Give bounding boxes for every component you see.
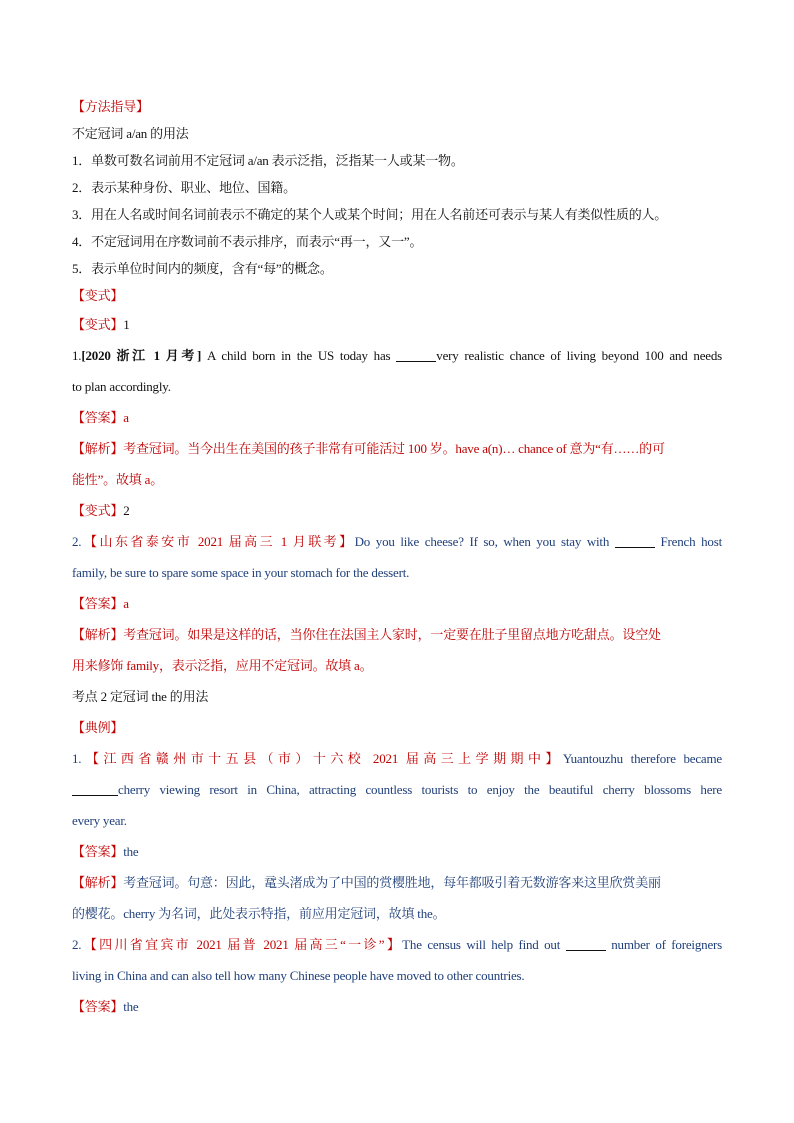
variant-2-label xyxy=(72,495,722,526)
question-text: Yuantouzhu therefore became xyxy=(562,751,722,766)
variant-2-explanation-line2: 用来修饰 family，表示泛指，应用不定冠词。故填 a。 xyxy=(72,658,373,673)
keypoint-2-title: 考点 2 定冠词 the 的用法 xyxy=(72,689,209,704)
variant-number: 2 xyxy=(123,503,130,518)
method-point-5: 5．表示单位时间内的频度，含有“每”的概念。 xyxy=(72,261,333,276)
question-text: very realistic chance of living beyond 100 and needs xyxy=(436,348,722,363)
example-2-question xyxy=(72,929,722,960)
explanation-text: 考查冠词。如果是这样的话，当你住在法国主人家时，一定要在肚子里留点地方吃甜点。设空处 xyxy=(123,627,661,642)
variant-1-label xyxy=(72,309,722,340)
variant-2-explanation xyxy=(72,619,722,650)
example-1-question xyxy=(72,743,722,774)
answer-value: the xyxy=(123,844,139,859)
variant-2-question xyxy=(72,526,722,557)
question-number: 2. xyxy=(72,534,82,549)
question-text: A child born in the US today has xyxy=(201,348,397,363)
variant-1-question xyxy=(72,340,722,371)
variant-label: 【变式】 xyxy=(72,503,124,518)
question-text: The census will help find out xyxy=(402,937,566,952)
answer-blank xyxy=(566,938,606,951)
answer-blank xyxy=(396,349,436,362)
variant-number: 1 xyxy=(123,317,130,332)
answer-label: 【答案】 xyxy=(72,844,124,859)
answer-value: a xyxy=(123,596,129,611)
question-source: 【四川省宜宾市 2021 届普 2021 届高三“一诊”】 xyxy=(81,937,403,952)
answer-blank xyxy=(72,783,118,796)
variant-label: 【变式】 xyxy=(72,317,124,332)
question-text: French host xyxy=(654,534,722,549)
question-source: 【江西省赣州市十五县（市）十六校 2021 届高三上学期期中】 xyxy=(81,751,563,766)
question-text: cherry viewing resort in China, attracting countless tourists to enjoy the beautiful cherry blossoms here xyxy=(118,782,722,797)
method-point-3: 3．用在人名或时间名词前表示不确定的某个人或某个时间；用在人名前还可表示与某人有类似性质的人。 xyxy=(72,207,668,222)
answer-label: 【答案】 xyxy=(72,596,124,611)
question-number: 1. xyxy=(72,751,82,766)
explanation-label: 【解析】 xyxy=(72,627,124,642)
question-source: [2020 浙江 1 月考] xyxy=(81,348,202,363)
variant-1-question-line2: to plan accordingly. xyxy=(72,379,171,394)
example-heading: 【典例】 xyxy=(72,720,124,735)
method-point-2: 2．表示某种身份、职业、地位、国籍。 xyxy=(72,180,296,195)
method-heading: 【方法指导】 xyxy=(72,99,149,114)
answer-label: 【答案】 xyxy=(72,999,124,1014)
example-1-explanation xyxy=(72,867,722,898)
example-1-question-line2 xyxy=(72,774,722,805)
question-number: 1. xyxy=(72,348,82,363)
method-point-4: 4．不定冠词用在序数词前不表示排序，而表示“再一，又一”。 xyxy=(72,234,423,249)
explanation-label: 【解析】 xyxy=(72,875,124,890)
explanation-label: 【解析】 xyxy=(72,441,124,456)
answer-blank xyxy=(615,535,655,548)
answer-value: a xyxy=(123,410,129,425)
answer-label: 【答案】 xyxy=(72,410,124,425)
method-title: 不定冠词 a/an 的用法 xyxy=(72,126,189,141)
variant-heading: 【变式】 xyxy=(72,288,124,303)
question-text: number of foreigners xyxy=(605,937,722,952)
example-2-question-line2: living in China and can also tell how many Chinese people have moved to other countries. xyxy=(72,968,525,983)
explanation-text: 考查冠词。句意：因此，鼋头渚成为了中国的赏樱胜地，每年都吸引着无数游客来这里欣赏美丽 xyxy=(123,875,661,890)
document-content xyxy=(72,93,722,1022)
variant-2-answer xyxy=(72,588,722,619)
variant-2-question-line2: family, be sure to spare some space in your stomach for the dessert. xyxy=(72,565,410,580)
example-1-explanation-line2: 的樱花。cherry 为名词，此处表示特指，前应用定冠词，故填 the。 xyxy=(72,906,446,921)
method-point-1: 1．单数可数名词前用不定冠词 a/an 表示泛指，泛指某一人或某一物。 xyxy=(72,153,464,168)
variant-1-explanation xyxy=(72,433,722,464)
question-source: 【山东省泰安市 2021 届高三 1 月联考】 xyxy=(81,534,355,549)
answer-value: the xyxy=(123,999,139,1014)
variant-1-answer xyxy=(72,402,722,433)
example-1-question-line3: every year. xyxy=(72,813,127,828)
explanation-text: 考查冠词。当今出生在美国的孩子非常有可能活过 100 岁。have a(n)… chance of 意为“有……的可 xyxy=(123,441,665,456)
question-text: Do you like cheese? If so, when you stay with xyxy=(354,534,615,549)
variant-1-explanation-line2: 能性”。故填 a。 xyxy=(72,472,163,487)
question-number: 2. xyxy=(72,937,82,952)
example-1-answer xyxy=(72,836,722,867)
example-2-answer xyxy=(72,991,722,1022)
